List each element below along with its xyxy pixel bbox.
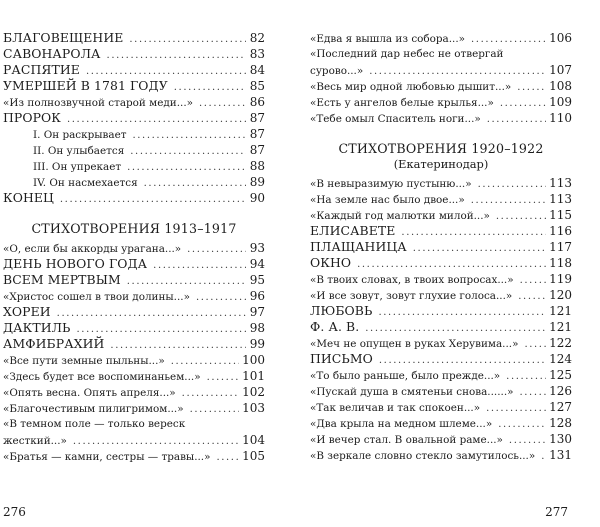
entry-page-number: 117 <box>549 240 572 254</box>
toc-entry <box>3 126 265 142</box>
toc-entry <box>3 46 265 62</box>
toc-entry <box>3 190 265 206</box>
entry-title: «И все зовут, зовут глухие голоса...» <box>310 290 513 302</box>
entry-page-number: 126 <box>549 384 572 398</box>
page-number: 276 <box>3 505 26 519</box>
entry-title: САВОНАРОЛА <box>3 46 101 61</box>
entry-title: ПРОРОК <box>3 110 61 125</box>
toc-entry <box>3 448 265 464</box>
toc-entry <box>310 110 572 126</box>
dot-leader <box>478 177 547 191</box>
toc-entry <box>310 94 572 110</box>
entry-title: ПЛАЩАНИЦА <box>310 239 407 254</box>
dot-leader <box>132 128 246 142</box>
entry-title: «Едва я вышла из собора...» <box>310 33 466 45</box>
dot-leader <box>378 305 546 319</box>
entry-title: КОНЕЦ <box>3 190 54 205</box>
entry-title: ДАКТИЛЬ <box>3 320 71 335</box>
dot-leader <box>86 64 246 78</box>
entry-title: «Весь мир одной любовью дышит...» <box>310 81 512 93</box>
dot-leader <box>107 48 246 62</box>
dot-leader <box>67 112 246 126</box>
toc-entry <box>3 384 265 400</box>
entry-page-number: 102 <box>242 385 265 399</box>
toc-group-section <box>310 175 572 463</box>
section-title: СТИХОТВОРЕНИЯ 1913–1917 <box>31 221 237 236</box>
entry-page-number: 131 <box>549 448 572 462</box>
toc-group-section <box>3 240 265 464</box>
dot-leader <box>496 209 546 223</box>
entry-title: Ф. А. В. <box>310 319 360 334</box>
dot-leader <box>471 193 546 207</box>
entry-title: «Последний дар небес не отвергай <box>310 48 504 60</box>
entry-title: АМФИБРАХИЙ <box>3 336 105 351</box>
entry-title: ЕЛИСАВЕТЕ <box>310 223 396 238</box>
entry-title: «Так величав и так спокоен...» <box>310 402 481 414</box>
entry-title: сурово...» <box>310 65 364 77</box>
toc-entry <box>3 416 265 432</box>
dot-leader <box>369 64 546 78</box>
toc-entry <box>310 207 572 223</box>
toc-entry <box>3 288 265 304</box>
dot-leader <box>77 322 246 336</box>
toc-entry <box>310 175 572 191</box>
dot-leader <box>486 401 546 415</box>
entry-page-number: 105 <box>242 449 265 463</box>
entry-title: «Из полнозвучной старой меди...» <box>3 97 193 109</box>
dot-leader <box>129 32 246 46</box>
dot-leader <box>500 96 546 110</box>
entry-page-number: 120 <box>549 288 572 302</box>
entry-title: «Каждый год малютки милой...» <box>310 210 490 222</box>
dot-leader <box>471 32 546 46</box>
entry-title: ВСЕМ МЕРТВЫМ <box>3 272 121 287</box>
toc-entry <box>310 351 572 367</box>
entry-title: «Меч не опущен в руках Херувима...» <box>310 338 519 350</box>
dot-leader <box>127 160 246 174</box>
entry-title: «Пускай душа в смятеньи снова......» <box>310 386 514 398</box>
entry-title: III. Он упрекает <box>33 161 122 173</box>
entry-page-number: 82 <box>249 31 265 45</box>
entry-title: «В твоих словах, в твоих вопросах...» <box>310 274 514 286</box>
dot-leader <box>413 241 546 255</box>
toc-entry <box>310 367 572 383</box>
toc-entry <box>310 431 572 447</box>
entry-page-number: 98 <box>249 321 265 335</box>
entry-page-number: 108 <box>549 79 572 93</box>
dot-leader <box>171 354 239 368</box>
entry-page-number: 104 <box>242 433 265 447</box>
entry-page-number: 115 <box>549 208 572 222</box>
dot-leader <box>379 353 546 367</box>
entry-page-number: 90 <box>249 191 265 205</box>
entry-page-number: 95 <box>249 273 265 287</box>
toc-entry <box>3 368 265 384</box>
dot-leader <box>519 385 546 399</box>
dot-leader <box>509 433 546 447</box>
entry-title: «Христос сошел в твои долины...» <box>3 291 190 303</box>
entry-page-number: 130 <box>549 432 572 446</box>
toc-entry <box>310 271 572 287</box>
table-of-contents-right <box>310 30 572 463</box>
toc-entry <box>3 256 265 272</box>
entry-page-number: 89 <box>249 175 265 189</box>
entry-title: «То было раньше, было прежде...» <box>310 370 501 382</box>
entry-page-number: 100 <box>242 353 265 367</box>
toc-entry <box>3 174 265 190</box>
entry-title: «Благочестивым пилигримом...» <box>3 403 184 415</box>
dot-leader <box>196 290 246 304</box>
entry-title: «Здесь будет все воспоминаньем...» <box>3 371 201 383</box>
toc-entry <box>310 447 572 463</box>
toc-entry <box>3 352 265 368</box>
dot-leader <box>153 258 246 272</box>
entry-page-number: 94 <box>249 257 265 271</box>
entry-page-number: 127 <box>549 400 572 414</box>
toc-entry <box>3 400 265 416</box>
dot-leader <box>541 449 546 463</box>
entry-title: «В зеркале словно стекло замутилось...» <box>310 450 536 462</box>
entry-title: УМЕРШЕЙ В 1781 ГОДУ <box>3 78 168 93</box>
toc-entry <box>3 320 265 336</box>
entry-title: «И вечер стал. В овальной раме...» <box>310 434 503 446</box>
page-number: 277 <box>545 505 568 519</box>
entry-page-number: 125 <box>549 368 572 382</box>
entry-page-number: 87 <box>249 143 265 157</box>
dot-leader <box>216 450 239 464</box>
toc-entry <box>310 62 572 78</box>
entry-page-number: 128 <box>549 416 572 430</box>
toc-entry <box>310 287 572 303</box>
entry-title: ХОРЕИ <box>3 304 51 319</box>
toc-entry <box>3 142 265 158</box>
toc-entry <box>310 335 572 351</box>
entry-title: II. Он улыбается <box>33 145 125 157</box>
entry-page-number: 93 <box>249 241 265 255</box>
entry-title: «Братья — камни, сестры — травы...» <box>3 451 211 463</box>
entry-title: «Есть у ангелов белые крылья...» <box>310 97 494 109</box>
toc-entry <box>3 78 265 94</box>
dot-leader <box>174 80 246 94</box>
section-subtitle: (Екатеринодар) <box>393 157 489 171</box>
entry-page-number: 85 <box>249 79 265 93</box>
toc-entry <box>3 94 265 110</box>
dot-leader <box>498 417 546 431</box>
dot-leader <box>57 306 246 320</box>
right-page <box>300 0 600 527</box>
entry-page-number: 124 <box>549 352 572 366</box>
entry-page-number: 110 <box>549 111 572 125</box>
entry-title: IV. Он насмехается <box>33 177 138 189</box>
dot-leader <box>182 386 239 400</box>
dot-leader <box>518 289 546 303</box>
entry-title: «О, если бы аккорды урагана...» <box>3 243 182 255</box>
dot-leader <box>506 369 546 383</box>
entry-title: «Все пути земные пыльны...» <box>3 355 165 367</box>
toc-entry <box>3 336 265 352</box>
dot-leader <box>487 112 546 126</box>
entry-title: «В невыразимую пустыню...» <box>310 178 472 190</box>
toc-entry <box>3 30 265 46</box>
dot-leader <box>199 96 246 110</box>
entry-page-number: 88 <box>249 159 265 173</box>
toc-entry <box>310 30 572 46</box>
dot-leader <box>520 273 546 287</box>
entry-title: I. Он раскрывает <box>33 129 127 141</box>
dot-leader <box>357 257 546 271</box>
dot-leader <box>190 402 240 416</box>
entry-title: ЛЮБОВЬ <box>310 303 373 318</box>
entry-page-number: 103 <box>242 401 265 415</box>
entry-page-number: 107 <box>549 63 572 77</box>
entry-page-number: 97 <box>249 305 265 319</box>
toc-entry <box>3 62 265 78</box>
entry-title: «Тебе омыл Спаситель ноги...» <box>310 113 481 125</box>
dot-leader <box>401 225 546 239</box>
toc-entry <box>3 158 265 174</box>
entry-page-number: 84 <box>249 63 265 77</box>
dot-leader <box>365 321 546 335</box>
toc-entry <box>3 240 265 256</box>
section-gap <box>310 126 572 140</box>
entry-page-number: 113 <box>549 176 572 190</box>
toc-entry <box>310 46 572 62</box>
entry-page-number: 118 <box>549 256 572 270</box>
toc-entry <box>310 415 572 431</box>
entry-page-number: 106 <box>549 31 572 45</box>
entry-page-number: 83 <box>249 47 265 61</box>
table-of-contents-left <box>3 30 265 464</box>
entry-title: «Два крыла на медном шлеме...» <box>310 418 493 430</box>
dot-leader <box>524 337 546 351</box>
entry-page-number: 86 <box>249 95 265 109</box>
right-column <box>310 30 572 520</box>
toc-entry <box>3 110 265 126</box>
entry-page-number: 121 <box>549 320 572 334</box>
section-gap <box>3 206 265 220</box>
entry-page-number: 101 <box>242 369 265 383</box>
toc-entry <box>310 399 572 415</box>
entry-page-number: 96 <box>249 289 265 303</box>
toc-entry <box>3 304 265 320</box>
entry-title: ПИСЬМО <box>310 351 373 366</box>
entry-page-number: 121 <box>549 304 572 318</box>
entry-title: «В темном поле — только вереск <box>3 418 186 430</box>
entry-title: «Опять весна. Опять апреля...» <box>3 387 176 399</box>
toc-entry <box>310 78 572 94</box>
toc-entry <box>310 191 572 207</box>
dot-leader <box>110 338 246 352</box>
page-spacer <box>3 464 265 504</box>
toc-entry <box>3 272 265 288</box>
entry-title: ДЕНЬ НОВОГО ГОДА <box>3 256 148 271</box>
dot-leader <box>73 434 239 448</box>
toc-entry <box>310 303 572 319</box>
entry-page-number: 87 <box>249 111 265 125</box>
entry-title: ОКНО <box>310 255 352 270</box>
entry-title: жесткий...» <box>3 435 67 447</box>
dot-leader <box>127 274 246 288</box>
dot-leader <box>130 144 246 158</box>
entry-title: «На земле нас было двое...» <box>310 194 465 206</box>
toc-entry <box>310 255 572 271</box>
entry-page-number: 87 <box>249 127 265 141</box>
entry-title: РАСПЯТИЕ <box>3 62 80 77</box>
dot-leader <box>207 370 240 384</box>
left-column <box>3 30 265 520</box>
toc-entry <box>310 319 572 335</box>
toc-entry <box>310 223 572 239</box>
toc-entry <box>3 432 265 448</box>
entry-title: БЛАГОВЕЩЕНИЕ <box>3 30 124 45</box>
toc-group-top <box>3 30 265 206</box>
entry-page-number: 116 <box>549 224 572 238</box>
toc-entry <box>310 239 572 255</box>
dot-leader <box>517 80 546 94</box>
entry-page-number: 109 <box>549 95 572 109</box>
section-title: СТИХОТВОРЕНИЯ 1920–1922 <box>338 141 544 156</box>
entry-page-number: 119 <box>549 272 572 286</box>
dot-leader <box>60 192 246 206</box>
entry-page-number: 99 <box>249 337 265 351</box>
entry-page-number: 113 <box>549 192 572 206</box>
dot-leader <box>144 176 246 190</box>
page-spacer <box>310 463 572 504</box>
dot-leader <box>187 242 246 256</box>
entry-page-number: 122 <box>549 336 572 350</box>
toc-group-top <box>310 30 572 126</box>
toc-entry <box>310 383 572 399</box>
